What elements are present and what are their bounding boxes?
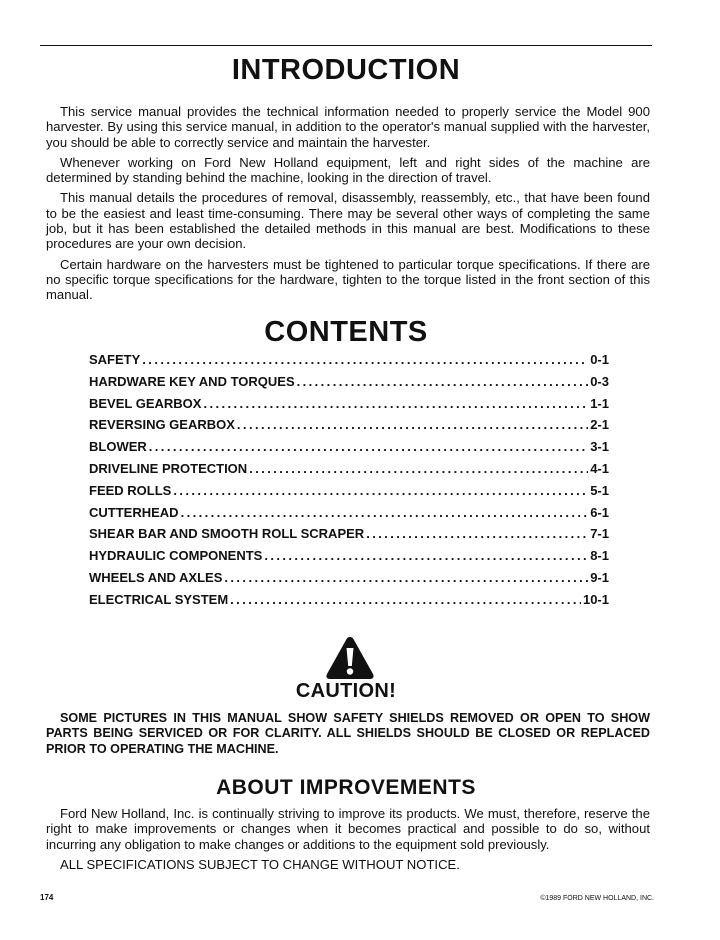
top-rule [40,45,652,46]
toc-entry-label: DRIVELINE PROTECTION [89,460,248,476]
toc-entry-label: BEVEL GEARBOX [89,395,202,411]
toc-entry-wheels-and-axles[interactable] [89,570,609,592]
toc-entry-label: SAFETY [89,352,141,367]
toc-entry-feed-rolls[interactable] [89,483,609,505]
toc-leader-dots [203,396,588,411]
toc-entry-page: 5-1 [590,482,609,498]
intro-paragraph: This service manual provides the technical information needed to properly service the Model 900 harvester. By using this service manual, in addition to the operator's manual supplied with the harvester, you should be able to correctly service and maintain the harvester. [46,104,650,150]
table-of-contents [89,352,609,614]
toc-leader-dots [230,592,581,607]
caution-notice: SOME PICTURES IN THIS MANUAL SHOW SAFETY SHIELDS REMOVED OR OPEN TO SHOW PARTS BEING SERVICED OR FOR CLARITY. ALL SHIELDS SHOULD BE CLOSED OR REPLACED PRIOR TO OPERATING THE MACHINE. [46,711,650,756]
about-improvements-heading: ABOUT IMPROVEMENTS [216,776,476,799]
toc-leader-dots [173,483,588,498]
toc-entry-bevel-gearbox[interactable] [89,396,609,418]
toc-entry-hardware-key-and-torques[interactable] [89,374,609,396]
toc-entry-driveline-protection[interactable] [89,461,609,483]
intro-paragraph: Whenever working on Ford New Holland equipment, left and right sides of the machine are determined by standing behind the machine, looking in the direction of travel. [46,154,650,186]
toc-entry-page: 1-1 [590,395,609,411]
toc-leader-dots [237,417,588,432]
toc-entry-label: WHEELS AND AXLES [89,569,223,585]
copyright-notice: ©1989 FORD NEW HOLLAND, INC. [540,895,654,902]
toc-leader-dots [297,374,589,389]
toc-entry-label: ELECTRICAL SYSTEM [89,591,229,607]
toc-entry-page: 4-1 [590,460,609,476]
toc-entry-label: CUTTERHEAD [89,504,179,520]
toc-entry-label: REVERSING GEARBOX [89,417,235,433]
intro-paragraph: Certain hardware on the harvesters must be tightened to particular torque specifications. If there are no specific torque specifications for the hardware, tighten to the torque listed in the front section of this manual. [46,256,650,303]
about-improvements-body [46,806,650,877]
caution-heading: CAUTION! [295,680,397,702]
toc-leader-dots [264,548,588,563]
contents-heading: CONTENTS [264,316,428,348]
toc-entry-page: 8-1 [590,548,609,564]
toc-leader-dots [366,526,588,541]
toc-entry-shear-bar-and-smooth-roll-scraper[interactable] [89,526,609,548]
toc-entry-page: 9-1 [590,569,609,585]
toc-entry-page: 10-1 [582,591,609,607]
toc-entry-page: 0-1 [590,352,609,367]
toc-entry-electrical-system[interactable] [89,592,609,614]
toc-entry-page: 0-3 [590,373,609,389]
toc-entry-label: HARDWARE KEY AND TORQUES [89,373,295,389]
toc-entry-safety[interactable] [89,352,609,374]
toc-entry-label: HYDRAULIC COMPONENTS [89,548,263,564]
improvements-paragraph: ALL SPECIFICATIONS SUBJECT TO CHANGE WITHOUT NOTICE. [60,856,460,872]
toc-entry-page: 7-1 [590,526,609,542]
toc-entry-label: FEED ROLLS [89,482,172,498]
toc-leader-dots [249,461,588,476]
page-number: 174 [40,893,54,902]
intro-paragraph: This manual details the procedures of removal, disassembly, reassembly, etc., that have been found to be the easiest and least time-consuming. There may be several other ways of completing the same job, but it has been established the detailed methods in this manual are best. Modifications to these procedures are your own decision. [46,190,650,252]
toc-leader-dots [181,505,589,520]
warning-triangle-icon [325,636,375,680]
introduction-heading: INTRODUCTION [231,54,461,86]
introduction-body [46,104,650,308]
toc-entry-page: 3-1 [590,439,609,455]
toc-leader-dots [142,352,588,367]
toc-entry-hydraulic-components[interactable] [89,548,609,570]
toc-entry-label: SHEAR BAR AND SMOOTH ROLL SCRAPER [89,526,365,542]
improvements-paragraph: Ford New Holland, Inc. is continually striving to improve its products. We must, therefore, reserve the right to make improvements or changes when it becomes practical and possible to do so, without incurring any obligation to make changes or additions to the equipment sold previously. [46,806,650,852]
toc-entry-label: BLOWER [89,439,147,455]
toc-entry-blower[interactable] [89,439,609,461]
toc-leader-dots [149,439,588,454]
toc-leader-dots [224,570,588,585]
toc-entry-page: 6-1 [590,504,609,520]
toc-entry-cutterhead[interactable] [89,505,609,527]
toc-entry-page: 2-1 [590,417,609,433]
toc-entry-reversing-gearbox[interactable] [89,417,609,439]
